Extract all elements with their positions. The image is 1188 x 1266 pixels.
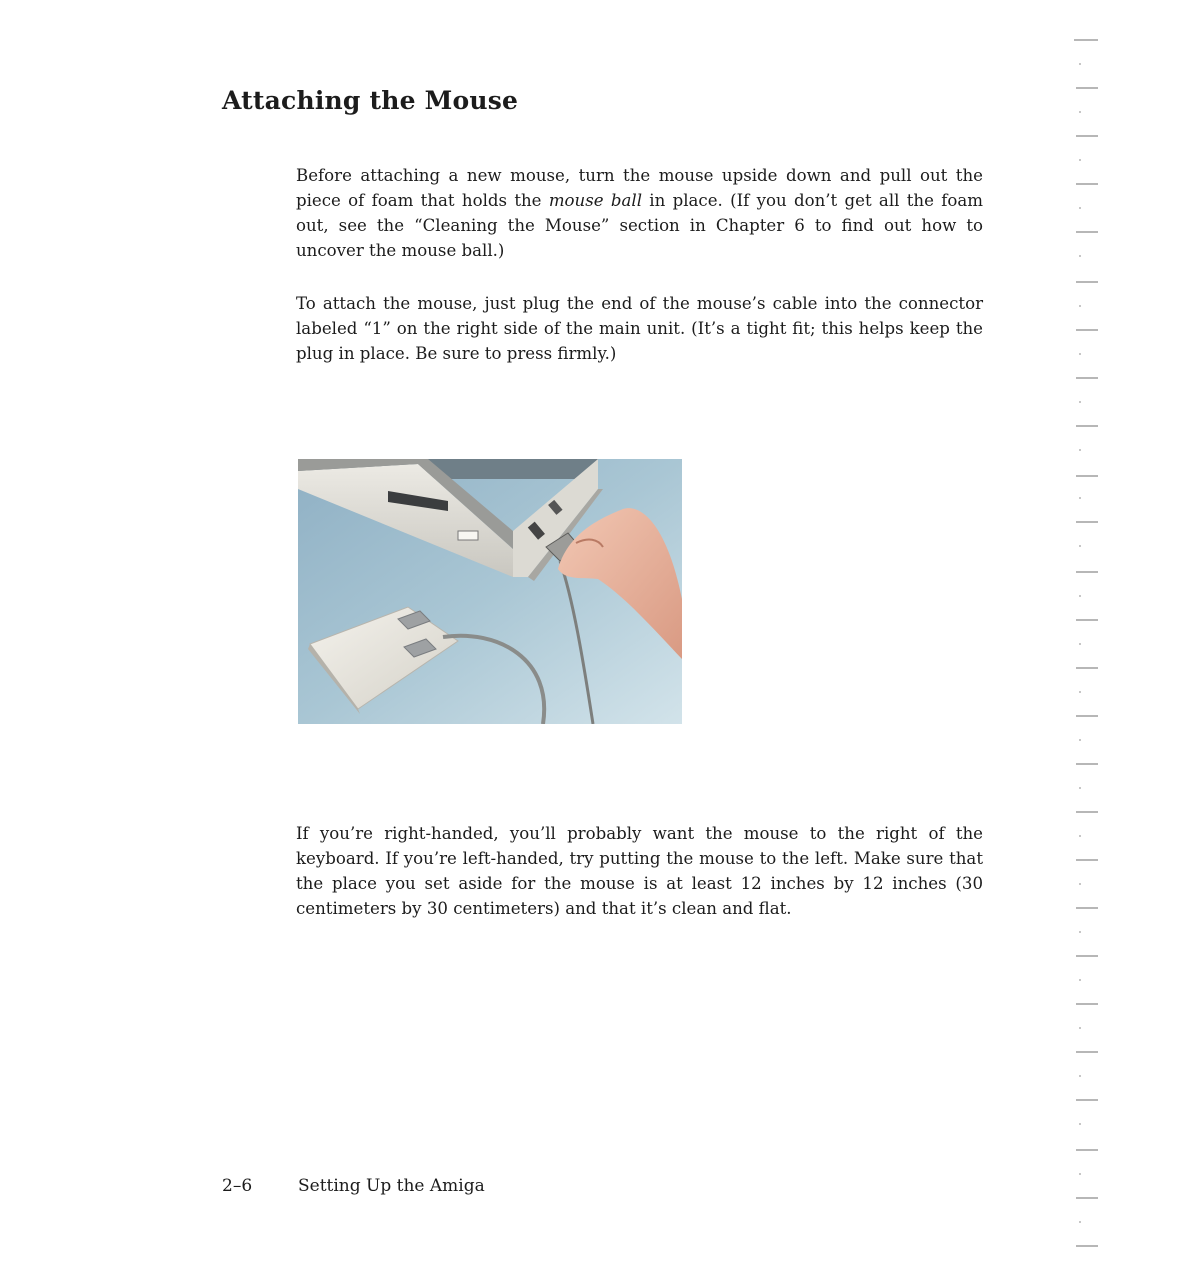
running-footer-title: Setting Up the Amiga xyxy=(298,1176,485,1196)
emphasis-mouse-ball: mouse ball xyxy=(548,191,642,210)
paragraph-attach-mouse: To attach the mouse, just plug the end of the mouse’s cable into the connector labeled “1” on the right side of the main unit. (It’s a tight fit; this helps keep the plug in place. Be sure to press firmly.) xyxy=(296,294,983,363)
paragraph-mouse-placement: If you’re right-handed, you’ll probably want the mouse to the right of the keyboard. If you’re left-handed, try putting the mouse to the left. Make sure that the place you set aside for the mouse is at least 12 inches by 12 inches (30 centimeters by 30 centimeters) and that it’s clean and flat. xyxy=(296,824,983,918)
page-heading: Attaching the Mouse xyxy=(222,86,519,115)
paragraph-text: in place. (If you don’t get all the foam out, see the “Cleaning the Mouse” section in Chapter 6 to find out how to uncover the mouse ball.) xyxy=(296,191,983,260)
page-number: 2–6 xyxy=(222,1176,253,1196)
paragraph-foam-removal xyxy=(296,163,983,263)
mouse-connection-photo xyxy=(298,459,682,724)
paragraph-text: Before attaching a new mouse, turn the mouse upside down and pull out the piece of foam that holds the xyxy=(296,166,983,210)
spiral-binding-marks xyxy=(1068,0,1108,1266)
